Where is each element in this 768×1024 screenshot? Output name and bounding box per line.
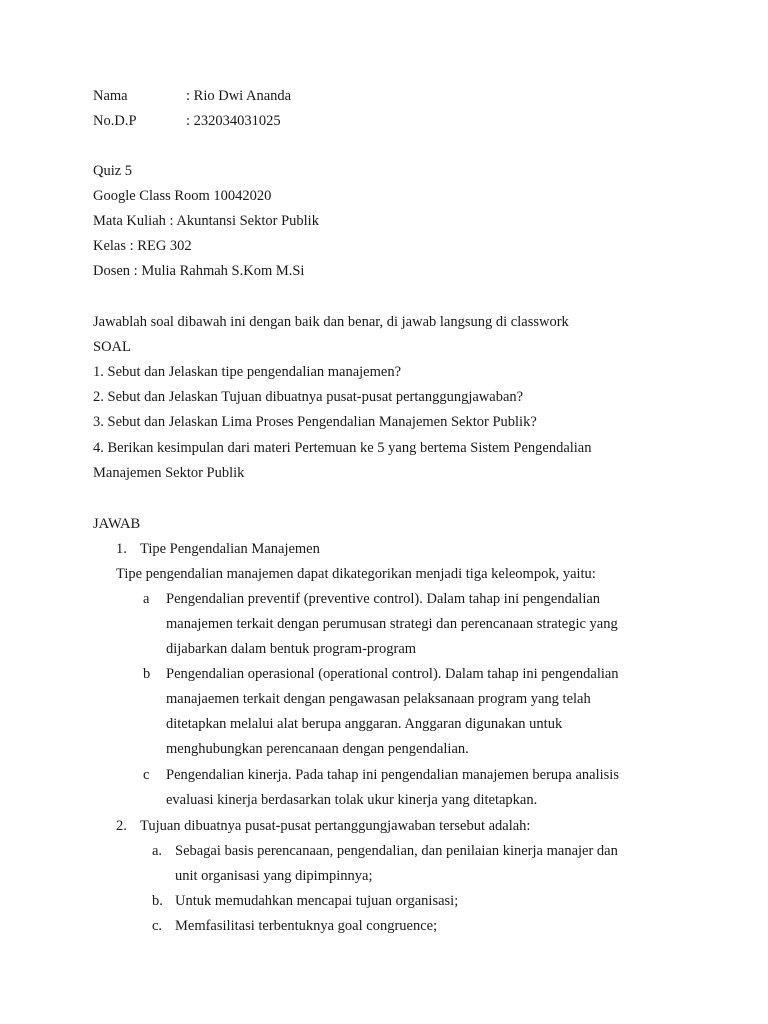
nodp-label: No.D.P: [93, 113, 137, 129]
answer-2-item-a-marker: a.: [152, 843, 163, 859]
answer-1-item-a-line-2: manajemen terkait dengan perumusan strategi dan perencanaan strategic yang: [166, 616, 618, 632]
answer-2-item-a-line-2: unit organisasi yang dipimpinnya;: [175, 868, 373, 884]
answer-1-intro: Tipe pengendalian manajemen dapat dikategorikan menjadi tiga keleompok, yaitu:: [116, 566, 596, 582]
answer-1-item-b-line-4: menghubungkan perencanaan dengan pengendalian.: [166, 741, 469, 757]
question-3: 3. Sebut dan Jelaskan Lima Proses Pengendalian Manajemen Sektor Publik?: [93, 414, 537, 430]
classroom-line: Google Class Room 10042020: [93, 188, 272, 204]
question-2: 2. Sebut dan Jelaskan Tujuan dibuatnya pusat-pusat pertanggungjawaban?: [93, 389, 524, 405]
question-4-line-1: 4. Berikan kesimpulan dari materi Pertemuan ke 5 yang bertema Sistem Pengendalian: [93, 440, 592, 456]
quiz-title: Quiz 5: [93, 163, 133, 179]
answer-1-item-c-line-2: evaluasi kinerja berdasarkan tolak ukur kinerja yang ditetapkan.: [166, 792, 538, 808]
soal-heading: SOAL: [93, 339, 131, 355]
nama-value: : Rio Dwi Ananda: [186, 88, 292, 104]
answer-1-item-b-line-2: manajaemen terkait dengan pengawasan pelaksanaan program yang telah: [166, 691, 591, 707]
kelas-line: Kelas : REG 302: [93, 238, 192, 254]
answer-1-item-b-line-1: Pengendalian operasional (operational control). Dalam tahap ini pengendalian: [166, 666, 619, 682]
answer-2-number: 2.: [116, 818, 127, 834]
answer-1-number: 1.: [116, 541, 127, 557]
dosen-line: Dosen : Mulia Rahmah S.Kom M.Si: [93, 263, 305, 279]
answer-1-item-c-line-1: Pengendalian kinerja. Pada tahap ini pengendalian manajemen berupa analisis: [166, 767, 619, 783]
mata-kuliah-line: Mata Kuliah : Akuntansi Sektor Publik: [93, 213, 319, 229]
answer-1-item-a-line-1: Pengendalian preventif (preventive control). Dalam tahap ini pengendalian: [166, 591, 601, 607]
question-1: 1. Sebut dan Jelaskan tipe pengendalian manajemen?: [93, 364, 402, 380]
answer-2-item-c-marker: c.: [152, 918, 163, 934]
nodp-value: : 232034031025: [186, 113, 281, 129]
nama-label: Nama: [93, 88, 128, 104]
answer-1-item-b-marker: b: [143, 666, 151, 682]
answer-2-item-a-line-1: Sebagai basis perencanaan, pengendalian, dan penilaian kinerja manajer dan: [175, 843, 618, 859]
answer-2-item-b-marker: b.: [152, 893, 163, 909]
answer-1-item-a-marker: a: [143, 591, 150, 607]
instructions: Jawablah soal dibawah ini dengan baik dan benar, di jawab langsung di classwork: [93, 314, 569, 330]
answer-2-item-c-line-1: Memfasilitasi terbentuknya goal congruence;: [175, 918, 438, 934]
answer-1-item-c-marker: c: [143, 767, 150, 783]
answer-1-item-a-line-3: dijabarkan dalam bentuk program-program: [166, 641, 417, 657]
question-4-line-2: Manajemen Sektor Publik: [93, 465, 245, 481]
jawab-heading: JAWAB: [93, 516, 141, 532]
answer-1-title: Tipe Pengendalian Manajemen: [140, 541, 320, 557]
answer-1-item-b-line-3: ditetapkan melalui alat berupa anggaran. Anggaran digunakan untuk: [166, 716, 563, 732]
answer-2-item-b-line-1: Untuk memudahkan mencapai tujuan organisasi;: [175, 893, 459, 909]
answer-2-title: Tujuan dibuatnya pusat-pusat pertanggungjawaban tersebut adalah:: [140, 818, 531, 834]
